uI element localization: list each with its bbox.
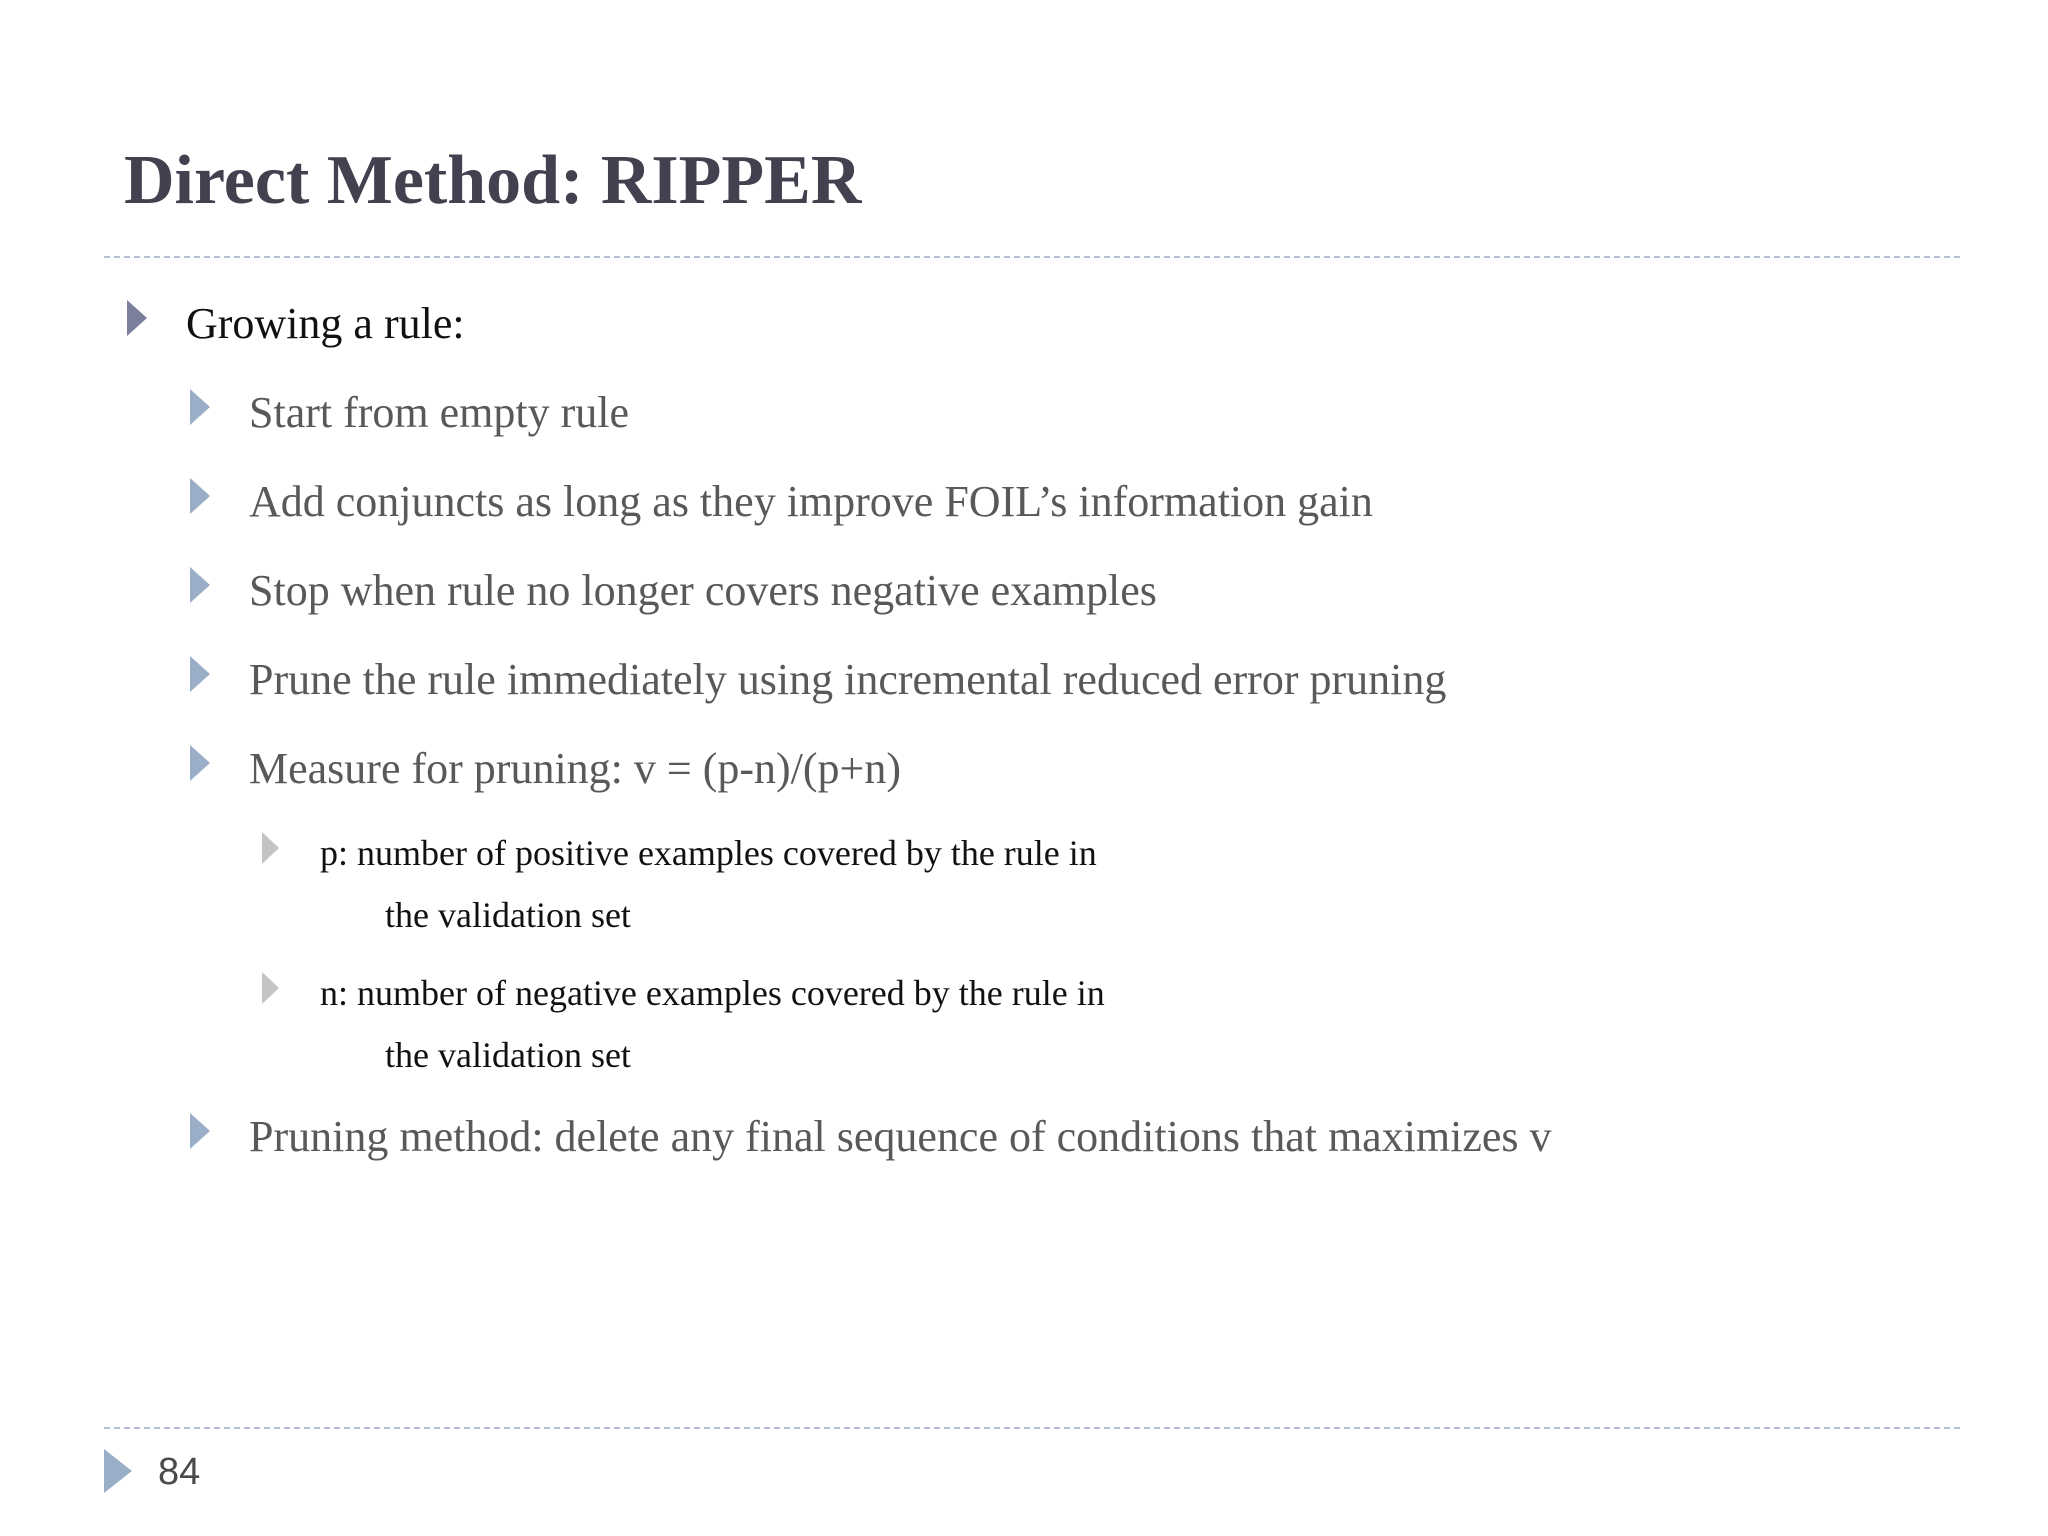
sub-list-item-continuation: the validation set: [385, 895, 631, 935]
title-divider: [104, 256, 1960, 258]
bullet-arrow-icon: [127, 300, 147, 336]
slide-title: Direct Method: RIPPER: [124, 142, 862, 219]
bullet-arrow-icon: [262, 832, 279, 864]
page-number: 84: [158, 1451, 201, 1493]
sub-list-item: n: number of negative examples covered by the rule in: [320, 973, 1105, 1013]
heading-growing-rule: Growing a rule:: [186, 299, 465, 348]
list-item: Start from empty rule: [249, 388, 630, 437]
list-item: Pruning method: delete any final sequence of conditions that maximizes v: [249, 1112, 1552, 1161]
list-item: Stop when rule no longer covers negative examples: [249, 566, 1157, 615]
list-item: Measure for pruning: v = (p-n)/(p+n): [249, 744, 902, 793]
bullet-arrow-icon: [190, 1113, 210, 1149]
sub-list-item: p: number of positive examples covered by the rule in: [320, 833, 1097, 873]
bullet-arrow-icon: [190, 745, 210, 781]
list-item: Add conjuncts as long as they improve FOIL’s information gain: [249, 477, 1373, 526]
list-item: Prune the rule immediately using incremental reduced error pruning: [249, 655, 1447, 704]
sub-list-item-continuation: the validation set: [385, 1035, 631, 1075]
footer-arrow-icon: [104, 1449, 132, 1493]
bullet-arrow-icon: [190, 389, 210, 425]
footer-divider: [104, 1427, 1960, 1429]
bullet-arrow-icon: [190, 567, 210, 603]
bullet-arrow-icon: [190, 478, 210, 514]
bullet-arrow-icon: [262, 972, 279, 1004]
bullet-arrow-icon: [190, 656, 210, 692]
